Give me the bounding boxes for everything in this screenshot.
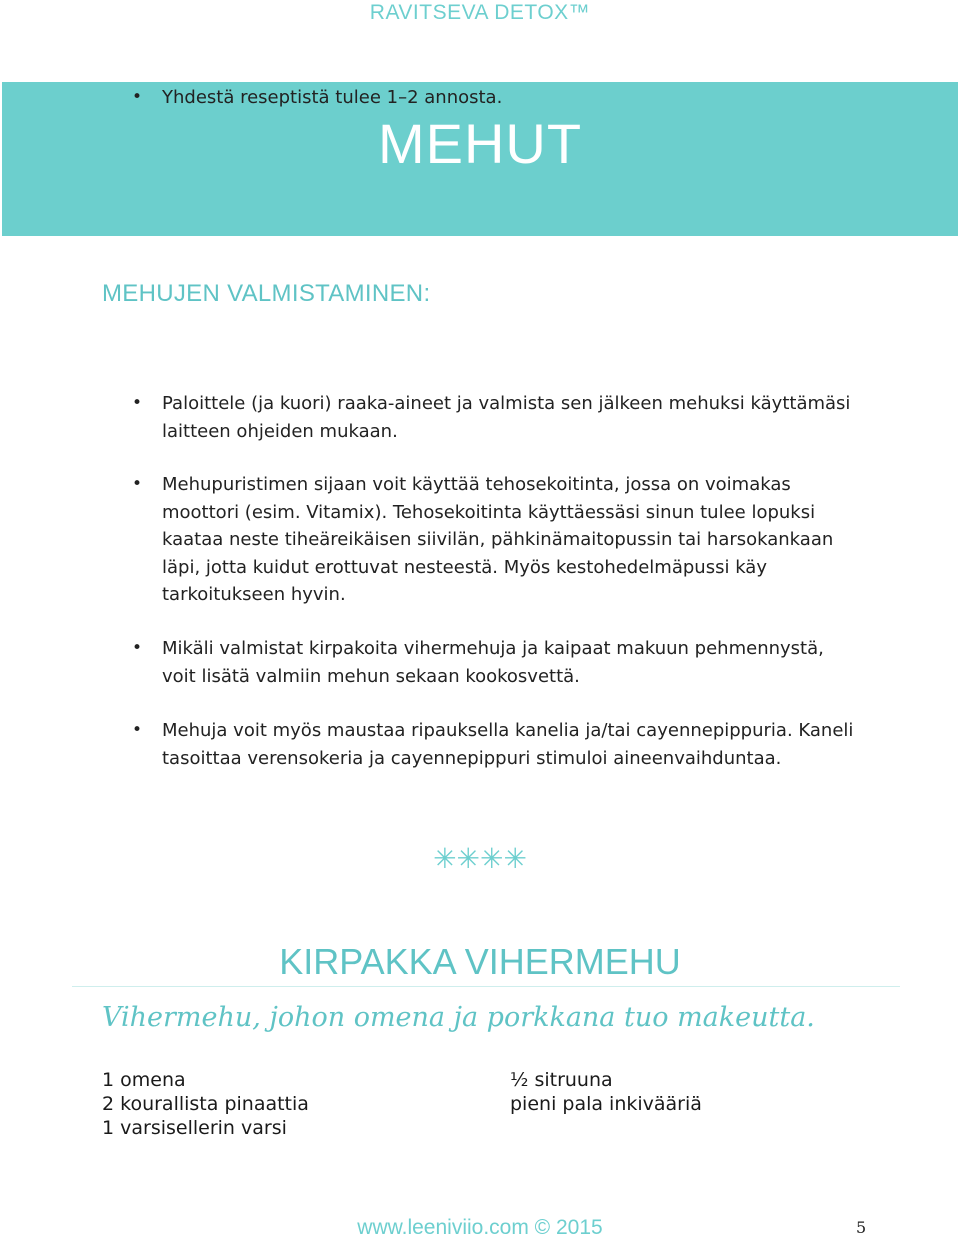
section-heading: MEHUJEN VALMISTAMINEN: <box>102 280 431 307</box>
footer-site[interactable]: www.leeniviio.com © 2015 <box>357 1216 603 1239</box>
ingredient-item: ½ sitruuna <box>510 1069 613 1091</box>
recipe-title: KIRPAKKA VIHERMEHU <box>279 941 681 982</box>
list-item: • Paloittele (ja kuori) raaka-aineet ja valmista sen jälkeen mehuksi käyttämäsi laitteen ohjeiden mukaan. <box>128 390 858 445</box>
list-item: • Yhdestä reseptistä tulee 1–2 annosta. <box>128 84 858 112</box>
recipe-subtitle: Vihermehu, johon omena ja porkkana tuo makeutta. <box>102 1002 815 1033</box>
list-item: • Mikäli valmistat kirpakoita vihermehuja ja kaipaat makuun pehmennystä, voit lisätä valmiin mehun sekaan kookosvettä. <box>128 635 858 690</box>
page-number: 5 <box>856 1218 867 1237</box>
ingredient-item: pieni pala inkivääriä <box>510 1093 702 1115</box>
list-item: • Mehuja voit myös maustaa ripauksella kanelia ja/tai cayennepippuria. Kaneli tasoittaa verensokeria ja cayennepippuri stimuloi aineenvaihduntaa. <box>128 717 858 772</box>
title-underline <box>72 986 900 987</box>
ingredient-item: 1 omena <box>102 1069 186 1091</box>
page-title: MEHUT <box>377 112 583 175</box>
ingredient-item: 2 kourallista pinaattia <box>102 1093 309 1115</box>
ingredients-left-column <box>102 1068 309 1140</box>
brand-header: RAVITSEVA DETOX™ <box>369 1 591 24</box>
stars-divider: ✳✳✳✳ <box>433 842 527 875</box>
ingredients-right-column <box>510 1068 702 1116</box>
list-item: • Mehupuristimen sijaan voit käyttää tehosekoitinta, jossa on voimakas moottori (esim. Vitamix). Tehosekoitinta käyttäessäsi sinun tulee lopuksi kaataa neste tiheäreikäisen siivilän, pähkinämaitopussin tai harsokankaan läpi, jotta kuidut erottuvat nesteestä. Myös kestohedelmäpussi käy tarkoitukseen hyvin. <box>128 471 858 609</box>
ingredient-item: 1 varsisellerin varsi <box>102 1117 287 1139</box>
